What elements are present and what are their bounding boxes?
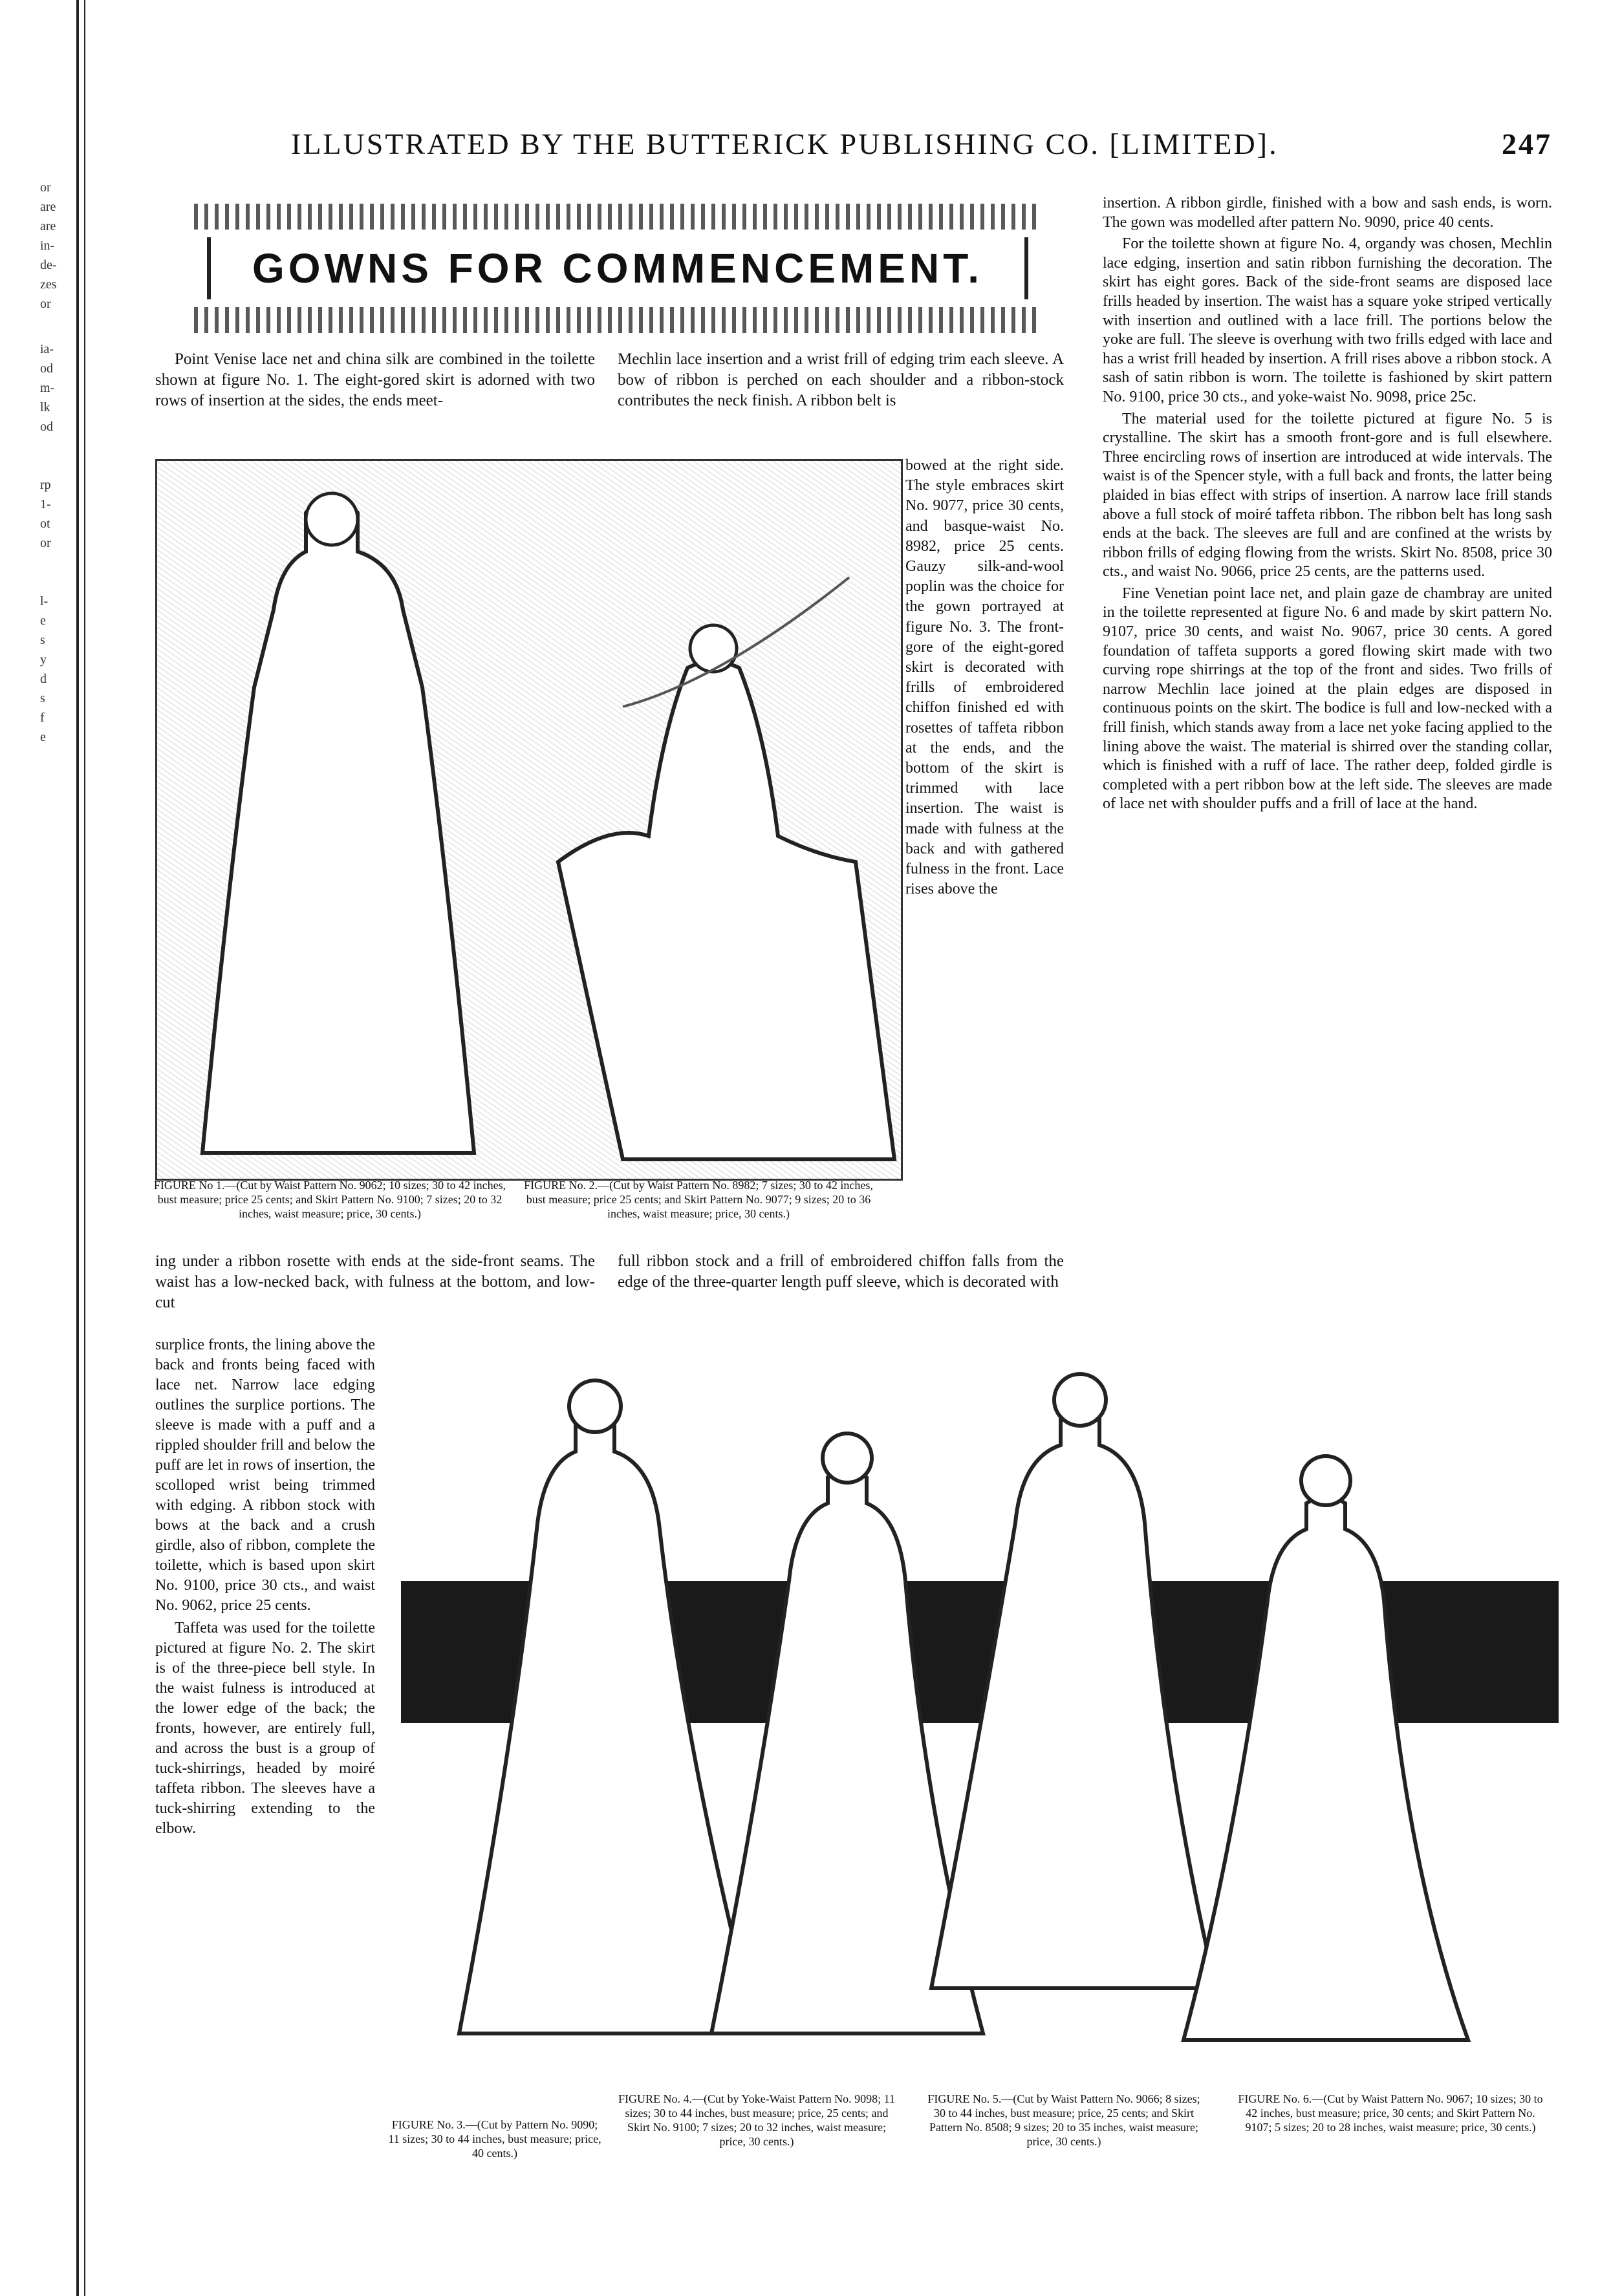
column-2-paragraph: Mechlin lace insertion and a wrist frill of edging trim each sleeve. A bow of ribbon is perched on each shoulder and a ribbon-stock contributes the neck finish. A ribbon belt is	[618, 350, 1064, 409]
title-frame	[207, 237, 1028, 299]
column-2-narrow-text: bowed at the right side. The style embraces skirt No. 9077, price 30 cents, and basque-waist No. 8982, price 25 cents. Gauzy silk-and-wool poplin was the choice for the gown portrayed at figure No. 3. The front-gore of the eight-gored skirt is decorated with frills of embroidered chiffon finished ed with rosettes of taffeta ribbon at the ends, and the bottom of the skirt is trimmed with lace insertion. The waist is made with fulness at the back and with gathered fulness in the front. Lace rises above the	[905, 457, 1064, 898]
column-2-narrow	[905, 456, 1064, 902]
mid-right-paragraph: full ribbon stock and a frill of embroidered chiffon falls from the edge of the three-quarter length puff sleeve, which is decorated with	[618, 1252, 1064, 1291]
column-1-narrow	[155, 1335, 375, 1841]
column-1-intro	[155, 349, 595, 414]
figures-1-2-illustration	[155, 459, 903, 1181]
col3-paragraph-3: The material used for the toilette pictured at figure No. 5 is crystalline. The skirt has a smooth front-gore and is full elsewhere. Three encircling rows of insertion are introduced at wide intervals. The waist is of the Spencer style, with a full back and fronts, the latter being plaided in bias effect with strips of insertion. A narrow lace frill stands above a full stock of moiré taffeta ribbon. The ribbon belt has long sash ends at the back. The sleeves are full and are confined at the wrists by ribbon frills of edging flowing from the wrists. Skirt No. 8508, price 30 cts., and waist No. 9066, price 25 cents, are the patterns used.	[1103, 410, 1552, 581]
margin-fragments: or are are in- de- zes or ia- od m- lk od rp 1- ot or l- e s y d s f e	[40, 180, 57, 744]
mid-left-text	[155, 1251, 595, 1316]
col3-paragraph-4: Fine Venetian point lace net, and plain gaze de chambray are united in the toilette represented at figure No. 6 and made by skirt pattern No. 9107, price 30 cents, and waist No. 9067, price 30 cents. A gored foundation of taffeta supports a gored flowing skirt made with two curving rope shirrings at the top of the front and sides. Two frills of narrow Mechlin lace joined at the plain edges are disposed in continuous points on the skirt. The bodice is full and low-necked with a frill finish, which stands away from a lace net yoke facing applied to the lining above the waist. The material is shirred over the standing collar, which is finished with a ruff of lace. The rather deep, folded girdle is completed with a pert ribbon bow at the left side. The sleeves are made of lace net with shoulder puffs and a frill of lace at the hand.	[1103, 585, 1552, 813]
title-box	[194, 204, 1041, 333]
publisher-line: ILLUSTRATED BY THE BUTTERICK PUBLISHING CO. [LIMITED].	[291, 127, 1279, 160]
figure-6-caption: FIGURE No. 6.—(Cut by Waist Pattern No. 9067; 10 sizes; 30 to 42 inches, bust measure; price, 30 cents; and Skirt Pattern No. 9107; 5 sizes; 20 to 28 inches, waist measure; price, 30 cents.)	[1238, 2092, 1543, 2134]
figure-4-caption: FIGURE No. 4.—(Cut by Yoke-Waist Pattern No. 9098; 11 sizes; 30 to 44 inches, bust measure; price, 25 cents; and Skirt No. 9100; 7 sizes; 20 to 32 inches, waist measure; price, 30 cents.)	[618, 2092, 895, 2148]
col3-paragraph-2: For the toilette shown at figure No. 4, organdy was chosen, Mechlin lace edging, insertion and satin ribbon furnishing the decoration. The skirt has eight gores. Back of the side-front seams are disposed lace frills headed by insertion. The waist has a square yoke striped vertically with insertion and outlined with a lace frill. The portions below the yoke are full. The sleeve is overhung with two frills edged with lace and has a wrist frill headed by insertion. A frill rises above a ribbon stock. A sash of satin ribbon is worn. The toilette is fashioned by skirt pattern No. 9100, price 30 cts., and yoke-waist No. 9098, price 25c.	[1103, 235, 1552, 405]
mid-left-paragraph: ing under a ribbon rosette with ends at the side-front seams. The waist has a low-necked back, with fulness at the bottom, and low-cut	[155, 1252, 595, 1311]
mid-right-text	[618, 1251, 1064, 1295]
figure-1-caption: FIGURE No 1.—(Cut by Waist Pattern No. 9062; 10 sizes; 30 to 42 inches, bust measure; price 25 cents; and Skirt Pattern No. 9100; 7 sizes; 20 to 32 inches, waist measure; price, 30 cents.)	[153, 1179, 506, 1220]
figure-2-caption: FIGURE No. 2.—(Cut by Waist Pattern No. 8982; 7 sizes; 30 to 42 inches, bust measure; price 25 cents; and Skirt Pattern No. 9077; 9 sizes; 20 to 36 inches, waist measure; price, 30 cents.)	[524, 1179, 873, 1220]
column-3	[1103, 194, 1552, 817]
page-number: 247	[1502, 127, 1552, 160]
seated-and-standing-figures-icon	[157, 461, 901, 1179]
col1-narrow-paragraph-2: Taffeta was used for the toilette pictured at figure No. 2. The skirt is of the three-piece bell style. In the waist fulness is introduced at the lower edge of the back; the fronts, however, are entirely full, and across the bust is a group of tuck-shirrings, headed by moiré taffeta ribbon. The sleeves have a tuck-shirring extending to the elbow.	[155, 1620, 375, 1837]
four-standing-figures-icon	[401, 1348, 1559, 2050]
figure-3-caption: FIGURE No. 3.—(Cut by Pattern No. 9090; 11 sizes; 30 to 44 inches, bust measure; price, 40 cents.)	[388, 2118, 601, 2160]
page-header	[285, 127, 1552, 172]
title-border-bottom	[194, 307, 1041, 333]
intro-paragraph: Point Venise lace net and china silk are combined in the toilette shown at figure No. 1. The eight-gored skirt is adorned with two rows of insertion at the sides, the ends meet-	[155, 350, 595, 409]
col1-narrow-paragraph-1: surplice fronts, the lining above the back and fronts being faced with lace net. Narrow lace edging outlines the surplice portions. The sleeve is made with a puff and a rippled shoulder frill and below the puff are let in rows of insertion, the scolloped wrist being trimmed with edging. A ribbon stock with bows at the back and a crush girdle, also of ribbon, complete the toilette, which is based upon skirt No. 9100, price 30 cts., and waist No. 9062, price 25 cents.	[155, 1336, 375, 1614]
title-border-top	[194, 204, 1041, 230]
column-2-intro	[618, 349, 1064, 414]
figures-3-6-illustration	[401, 1348, 1559, 2050]
figure-5-caption: FIGURE No. 5.—(Cut by Waist Pattern No. 9066; 8 sizes; 30 to 44 inches, bust measure; price, 25 cents; and Skirt Pattern No. 8508; 9 sizes; 20 to 35 inches, waist measure; price, 30 cents.)	[927, 2092, 1200, 2148]
article-title: GOWNS FOR COMMENCEMENT.	[252, 245, 983, 292]
col3-paragraph-1: insertion. A ribbon girdle, finished with a bow and sash ends, is worn. The gown was modelled after pattern No. 9090, price 40 cents.	[1103, 195, 1552, 231]
binding-rule-inner	[84, 0, 85, 2296]
binding-rule-outer	[76, 0, 79, 2296]
